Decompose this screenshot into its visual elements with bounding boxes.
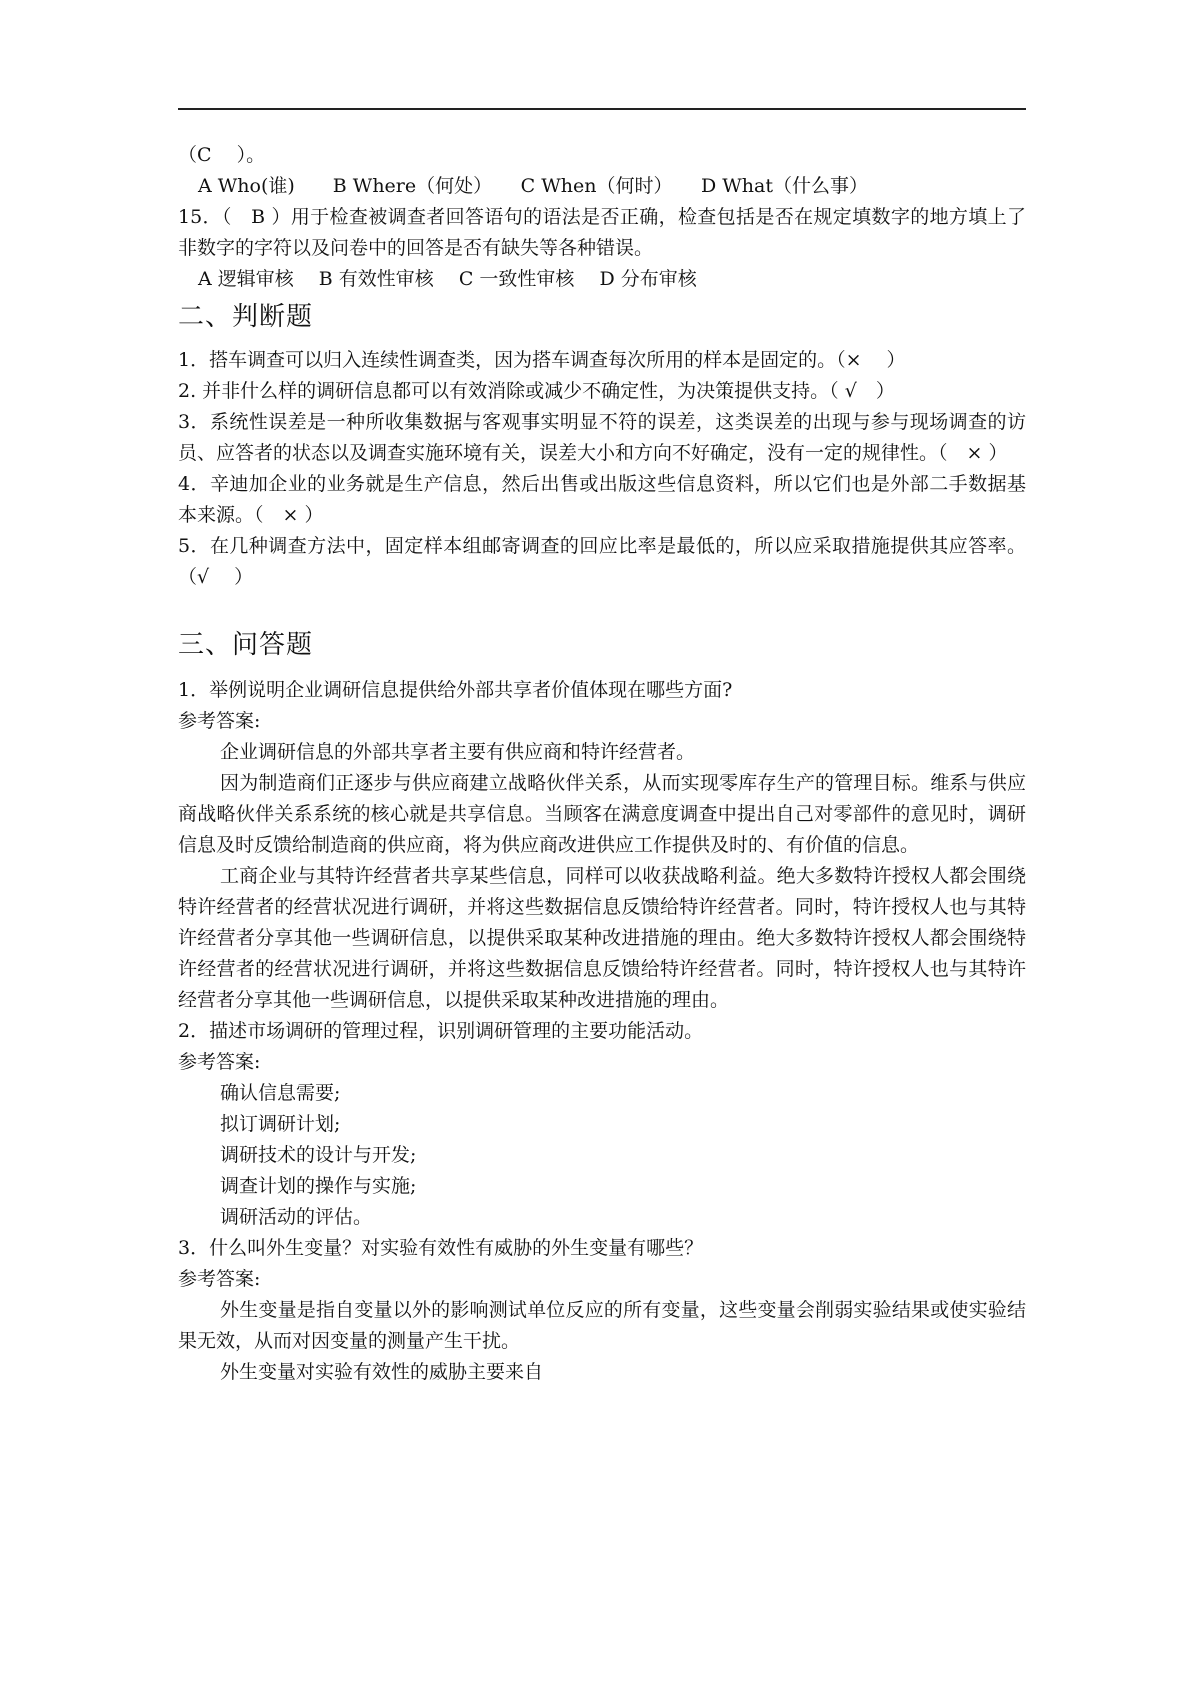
qa1-question: 1．举例说明企业调研信息提供给外部共享者价值体现在哪些方面? [178,679,733,701]
judge-item-3: 3．系统性误差是一种所收集数据与客观事实明显不符的误差，这类误差的出现与参与现场调查的访员、应答者的状态以及调查实施环境有关，误差大小和方向不好确定，没有一定的规律性。（ × ） [178,411,1026,464]
qa3-paragraph-2: 外生变量对实验有效性的威胁主要来自 [220,1361,544,1383]
qa2-step-4: 调查计划的操作与实施; [220,1175,417,1197]
judge-item-4: 4．辛迪加企业的业务就是生产信息，然后出售或出版这些信息资料，所以它们也是外部二手数据基本来源。（ × ） [178,473,1026,526]
q15-text: 15．（ B ）用于检查被调查者回答语句的语法是否正确，检查包括是否在规定填数字的地方填上了非数字的字符以及问卷中的回答是否有缺失等各种错误。 [178,206,1026,259]
qa3-question: 3．什么叫外生变量？对实验有效性有威胁的外生变量有哪些？ [178,1237,704,1259]
qa2-question: 2．描述市场调研的管理过程，识别调研管理的主要功能活动。 [178,1020,704,1042]
judge-item-5: 5．在几种调查方法中，固定样本组邮寄调查的回应比率是最低的，所以应采取措施提供其应答率。（√ ） [178,535,1026,588]
judge-item-1: 1．搭车调查可以归入连续性调查类，因为搭车调查每次所用的样本是固定的。（× ） [178,349,906,371]
qa1-ref-label: 参考答案: [178,710,261,732]
qa2-step-1: 确认信息需要; [220,1082,341,1104]
qa2-step-2: 拟订调研计划; [220,1113,341,1135]
qa2-step-3: 调研技术的设计与开发; [220,1144,417,1166]
judge-heading: 二、判断题 [178,302,314,332]
qa3-ref-label: 参考答案: [178,1268,261,1290]
document-body [178,140,1026,1388]
q15-options: A 逻辑审核 B 有效性审核 C 一致性审核 D 分布审核 [198,268,697,290]
qa2-ref-label: 参考答案: [178,1051,261,1073]
header-rule [178,108,1026,110]
qa-heading: 三、问答题 [178,630,314,660]
qa1-paragraph-1: 企业调研信息的外部共享者主要有供应商和特许经营者。 [220,741,696,763]
judge-item-2: 2. 并非什么样的调研信息都可以有效消除或减少不确定性，为决策提供支持。（ √ ） [178,380,895,402]
qa2-step-5: 调研活动的评估。 [220,1206,373,1228]
qa1-paragraph-3: 工商企业与其特许经营者共享某些信息，同样可以收获战略利益。绝大多数特许授权人都会围绕特许经营者的经营状况进行调研，并将这些数据信息反馈给特许经营者。同时，特许授权人也与其特许经营者分享其他一些调研信息，以提供采取某种改进措施的理由。绝大多数特许授权人都会围绕特许经营者的经营状况进行调研，并将这些数据信息反馈给特许经营者。同时，特许授权人也与其特许经营者分享其他一些调研信息，以提供采取某种改进措施的理由。 [178,865,1026,1011]
q14-options: A Who(谁) B Where（何处） C When（何时） D What（什么事） [198,175,868,197]
qa1-paragraph-2: 因为制造商们正逐步与供应商建立战略伙伴关系，从而实现零库存生产的管理目标。维系与供应商战略伙伴关系系统的核心就是共享信息。当顾客在满意度调查中提出自己对零部件的意见时，调研信息及时反馈给制造商的供应商，将为供应商改进供应工作提供及时的、有价值的信息。 [178,772,1026,856]
qa3-paragraph-1: 外生变量是指自变量以外的影响测试单位反应的所有变量，这些变量会削弱实验结果或使实验结果无效，从而对因变量的测量产生干扰。 [178,1299,1026,1352]
q14-tail: （C ）。 [178,144,266,166]
